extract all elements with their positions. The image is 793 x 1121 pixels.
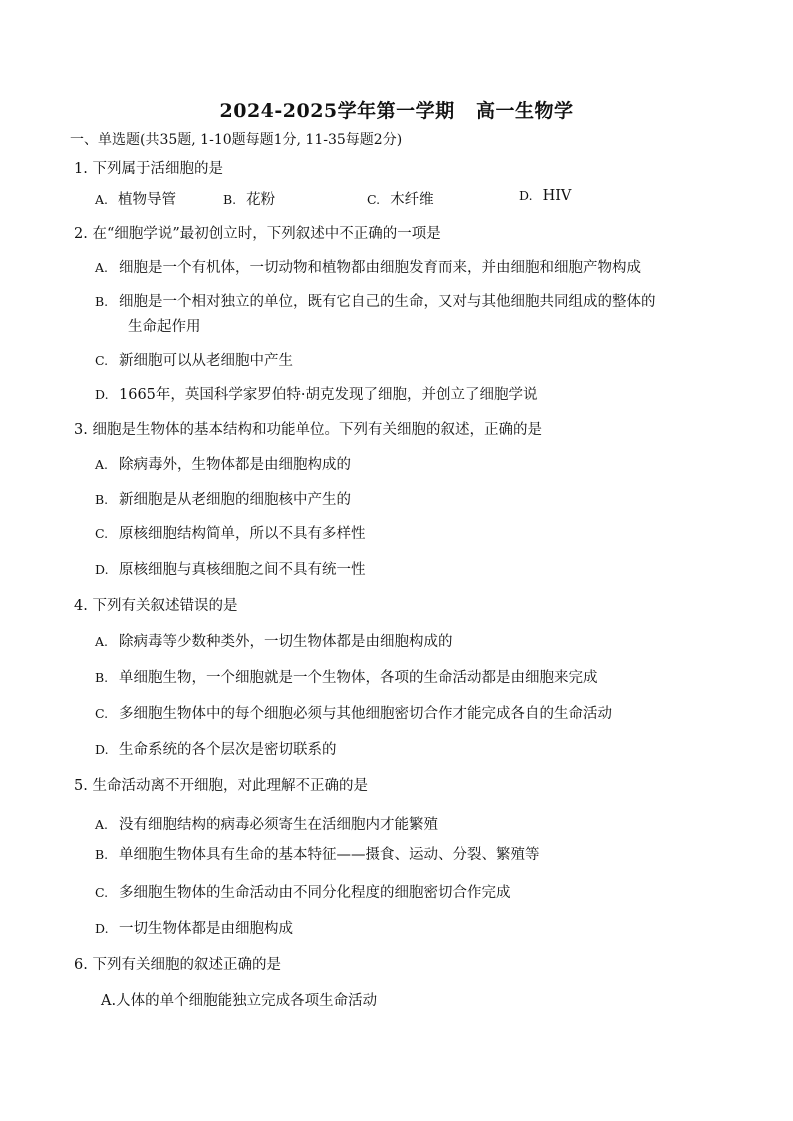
option-label: C.	[95, 885, 109, 900]
option-text: 1665年，英国科学家罗伯特·胡克发现了细胞，并创立了细胞学说	[119, 387, 538, 403]
question-1-options	[95, 188, 655, 212]
option-5a	[95, 813, 438, 834]
question-5-stem: 5. 生命活动离不开细胞，对此理解不正确的是	[74, 778, 368, 794]
option-text: 除病毒等少数种类外，一切生物体都是由细胞构成的	[119, 634, 453, 650]
option-text: 植物导管	[118, 192, 177, 208]
option-label: B.	[95, 847, 109, 862]
option-2b-continued: 生命起作用	[128, 319, 201, 335]
option-4a	[95, 630, 453, 651]
option-label: C.	[95, 353, 109, 368]
option-text: 单细胞生物，一个细胞就是一个生物体，各项的生命活动都是由细胞来完成	[119, 670, 598, 686]
option-3c	[95, 522, 366, 543]
option-label: A.	[95, 634, 109, 649]
option-text: 新细胞可以从老细胞中产生	[119, 353, 293, 369]
option-text: 除病毒外，生物体都是由细胞构成的	[119, 457, 351, 473]
option-label: A.	[101, 993, 117, 1009]
option-label: C.	[95, 526, 109, 541]
option-text: 多细胞生物体中的每个细胞必须与其他细胞密切合作才能完成各自的生命活动	[119, 706, 612, 722]
option-label: B.	[223, 192, 237, 207]
option-text: 木纤维	[390, 192, 434, 208]
option-2a	[95, 256, 641, 277]
option-6a	[101, 989, 377, 1010]
option-2d	[95, 383, 538, 404]
option-text: 没有细胞结构的病毒必须寄生在活细胞内才能繁殖	[119, 817, 438, 833]
option-text: 单细胞生物体具有生命的基本特征——摄食、运动、分裂、繁殖等	[119, 847, 540, 863]
question-3-stem: 3. 细胞是生物体的基本结构和功能单位。下列有关细胞的叙述，正确的是	[74, 422, 542, 438]
question-6-stem: 6. 下列有关细胞的叙述正确的是	[74, 957, 281, 973]
option-1d	[519, 188, 571, 204]
option-label: D.	[95, 562, 109, 577]
option-1c	[367, 188, 434, 209]
option-label: B.	[95, 294, 109, 309]
option-label: C.	[95, 706, 109, 721]
option-text: 人体的单个细胞能独立完成各项生命活动	[116, 993, 378, 1009]
option-label: D.	[95, 387, 109, 402]
option-text: 一切生物体都是由细胞构成	[119, 921, 293, 937]
option-text: 细胞是一个有机体，一切动物和植物都由细胞发育而来，并由细胞和细胞产物构成	[119, 260, 641, 276]
option-text: 细胞是一个相对独立的单位，既有它自己的生命，又对与其他细胞共同组成的整体的	[119, 294, 656, 310]
option-text: 多细胞生物体的生命活动由不同分化程度的细胞密切合作完成	[119, 885, 511, 901]
option-3d	[95, 558, 366, 579]
question-1-stem: 1. 下列属于活细胞的是	[74, 161, 223, 177]
option-text: 新细胞是从老细胞的细胞核中产生的	[119, 492, 351, 508]
option-2b	[95, 290, 656, 311]
question-2-stem: 2. 在“细胞学说”最初创立时，下列叙述中不正确的一项是	[74, 226, 441, 242]
option-5d	[95, 917, 293, 938]
option-text: 花粉	[246, 192, 276, 208]
option-label: D.	[519, 188, 533, 203]
option-label: D.	[95, 921, 109, 936]
option-label: A.	[95, 260, 109, 275]
option-1b	[223, 188, 275, 209]
option-5c	[95, 881, 511, 902]
page-title: 2024-2025学年第一学期 高一生物学	[219, 100, 574, 122]
option-text: 原核细胞与真核细胞之间不具有统一性	[119, 562, 366, 578]
option-label: A.	[95, 192, 109, 207]
option-3b	[95, 488, 351, 509]
option-2c	[95, 349, 293, 370]
option-label: D.	[95, 742, 109, 757]
option-4c	[95, 702, 612, 723]
option-4d	[95, 738, 337, 759]
option-text: 原核细胞结构简单，所以不具有多样性	[119, 526, 366, 542]
option-text: 生命系统的各个层次是密切联系的	[119, 742, 337, 758]
option-text: HIV	[542, 188, 572, 204]
option-label: C.	[367, 192, 381, 207]
option-4b	[95, 666, 598, 687]
option-label: A.	[95, 457, 109, 472]
section-header: 一、单选题(共35题, 1-10题每题1分, 11-35每题2分)	[70, 132, 403, 148]
option-1a	[95, 188, 176, 209]
option-3a	[95, 453, 351, 474]
option-label: B.	[95, 492, 109, 507]
option-label: A.	[95, 817, 109, 832]
option-label: B.	[95, 670, 109, 685]
question-4-stem: 4. 下列有关叙述错误的是	[74, 598, 238, 614]
option-5b	[95, 843, 540, 864]
